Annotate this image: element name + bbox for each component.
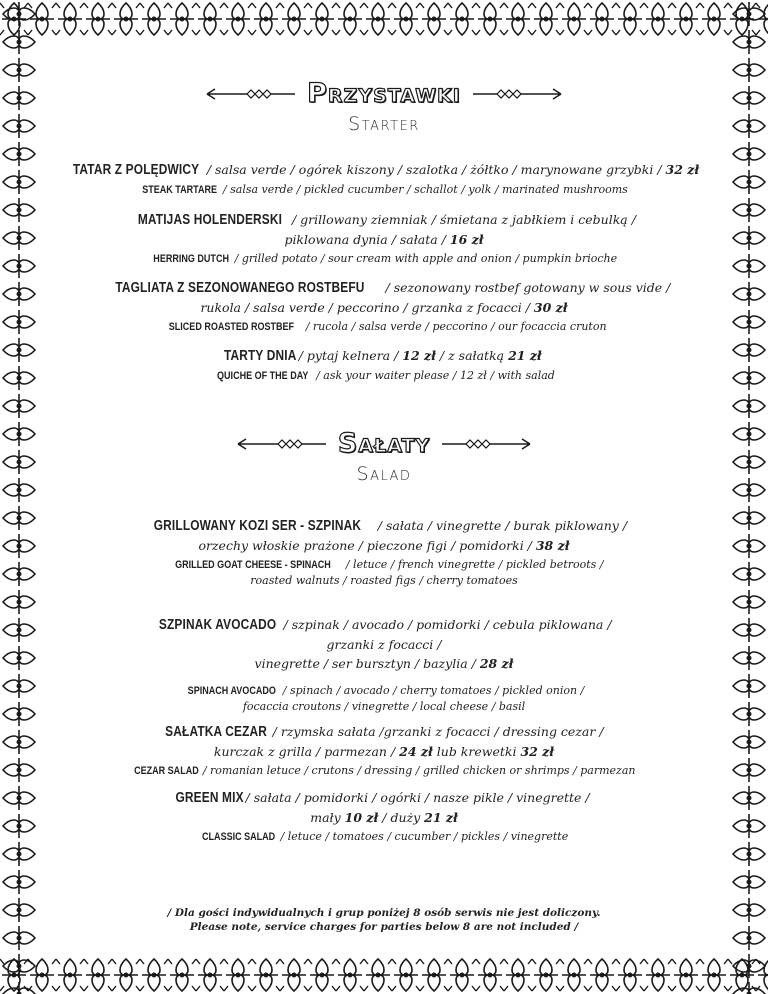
item-desc-pl: / sałata / pomidorki / ogórki / nasze pikle / vinegrette / (241, 790, 590, 805)
menu-item (40, 788, 728, 845)
item-name-en: SPINACH AVOCADO (187, 685, 276, 697)
item-desc-en: / letuce / tomatoes / cucumber / pickles / vinegrette (277, 830, 569, 843)
item-name-en: SLICED ROASTED ROSTBEF (169, 321, 295, 333)
item-price: 24 zł (399, 744, 433, 759)
ornament-border-right (730, 0, 768, 994)
left-arrow-ornament-icon (236, 438, 328, 450)
item-name-en: HERRING DUTCH (153, 253, 229, 265)
item-price: 30 zł (533, 300, 568, 315)
menu-item (40, 516, 728, 589)
item-name-en: QUICHE OF THE DAY (217, 370, 309, 382)
item-desc-en-2: roasted walnuts / roasted figs / cherry tomatoes (250, 574, 518, 587)
menu-item (40, 278, 728, 335)
item-price-b: 32 zł (520, 744, 555, 759)
left-arrow-ornament-icon (205, 88, 297, 100)
menu-item (40, 722, 728, 779)
item-desc-pl: / sałata / vinegrette / burak piklowany / (373, 518, 628, 533)
item-desc-pl-3: vinegrette / ser bursztyn / bazylia / (254, 656, 480, 671)
item-desc-pl-b: / duży (378, 810, 425, 825)
ornament-border-left (0, 0, 38, 994)
right-arrow-ornament-icon (471, 88, 563, 100)
item-desc-pl-b: lub krewetki (432, 744, 521, 759)
salads-header (40, 428, 728, 485)
item-desc-pl-2: grzanki z focacci / (326, 637, 442, 652)
item-desc-pl-2: rukola / salsa verde / peccorino / grzanka z focacci / (200, 300, 534, 315)
item-desc-en: / salsa verde / pickled cucumber / schallot / yolk / marinated mushrooms (219, 183, 628, 196)
item-name-en: GRILLED GOAT CHEESE - SPINACH (175, 559, 332, 571)
item-price: 12 zł (402, 348, 436, 363)
ornament-border-top (0, 0, 768, 38)
menu-item (40, 160, 728, 198)
item-name-en: CLASSIC SALAD (201, 831, 275, 843)
item-desc-pl: / rzymska sałata /grzanki z focacci / dressing cezar / (268, 724, 604, 739)
item-name-en: CEZAR SALAD (133, 765, 199, 777)
starters-subtitle: Starter (348, 113, 420, 135)
menu-item (40, 210, 728, 267)
item-desc-pl-2: piklowana dynia / sałata / (284, 232, 450, 247)
item-desc-en: / ask your waiter please / 12 zł / with salad (312, 369, 555, 382)
item-price: 16 zł (449, 232, 484, 247)
item-price: 28 zł (479, 656, 514, 671)
item-name-pl: MATIJAS HOLENDERSKI (137, 212, 283, 228)
item-name-pl: TATAR Z POLĘDWICY (72, 162, 199, 178)
item-desc-pl: / sezonowany rostbef gotowany w sous vide / (381, 280, 671, 295)
starters-header (40, 78, 728, 135)
item-price: 10 zł (344, 810, 379, 825)
salads-title: Sałaty (337, 428, 431, 459)
salads-subtitle: Salad (356, 463, 412, 485)
starters-title: Przystawki (307, 78, 461, 109)
item-name-pl: GRILLOWANY KOZI SER - SZPINAK (153, 518, 362, 534)
item-desc-en: / letuce / french vinegrette / pickled betroots / (342, 558, 604, 571)
item-desc-pl-2: orzechy włoskie prażone / pieczone figi / pomidorki / (198, 538, 536, 553)
item-price-b: 21 zł (508, 348, 542, 363)
item-desc-en: / grilled potato / sour cream with apple and onion / pumpkin brioche (231, 252, 618, 265)
item-desc-pl: / pytaj kelnera / (294, 348, 403, 363)
item-desc-pl-2: kurczak z grilla / parmezan / (213, 744, 400, 759)
item-desc-en: / romanian letuce / crutons / dressing / grilled chicken or shrimps / parmezan (199, 764, 636, 777)
item-price: 38 zł (535, 538, 570, 553)
footer-line-en: Please note, service charges for parties below 8 are not included / (189, 921, 579, 933)
item-name-pl: TARTY DNIA (224, 348, 297, 364)
menu-page (40, 40, 728, 956)
item-name-pl: TAGLIATA Z SEZONOWANEGO ROSTBEFU (114, 280, 365, 296)
item-name-pl: SZPINAK AVOCADO (159, 617, 277, 633)
item-price: 32 zł (665, 162, 700, 177)
item-desc-pl-b: / z sałatką (435, 348, 509, 363)
ornament-border-bottom (0, 956, 768, 994)
item-desc-pl: / grillowany ziemniak / śmietana z jabłkiem i cebulką / (287, 212, 636, 227)
item-desc-pl: / salsa verde / ogórek kiszony / szalotka / żółtko / marynowane grzybki / (202, 162, 666, 177)
right-arrow-ornament-icon (440, 438, 532, 450)
menu-item (40, 615, 728, 715)
item-price-b: 21 zł (424, 810, 458, 825)
item-name-en: STEAK TARTARE (142, 184, 218, 196)
item-desc-pl: / szpinak / avocado / pomidorki / cebula piklowana / (279, 617, 612, 632)
item-desc-en: / spinach / avocado / cherry tomatoes / pickled onion / (279, 684, 585, 697)
item-desc-pl-2: mały (310, 810, 345, 825)
footer-line-pl: / Dla gości indywidualnych i grup poniżej 8 osób serwis nie jest doliczony. (167, 907, 601, 919)
item-name-pl: GREEN MIX (175, 790, 245, 806)
menu-item (40, 346, 728, 384)
item-name-pl: SAŁATKA CEZAR (165, 724, 268, 740)
item-desc-en: / rucola / salsa verde / peccorino / our focaccia cruton (302, 320, 607, 333)
item-desc-en-2: focaccia croutons / vinegrette / local cheese / basil (242, 700, 526, 713)
service-charge-note (40, 906, 728, 934)
